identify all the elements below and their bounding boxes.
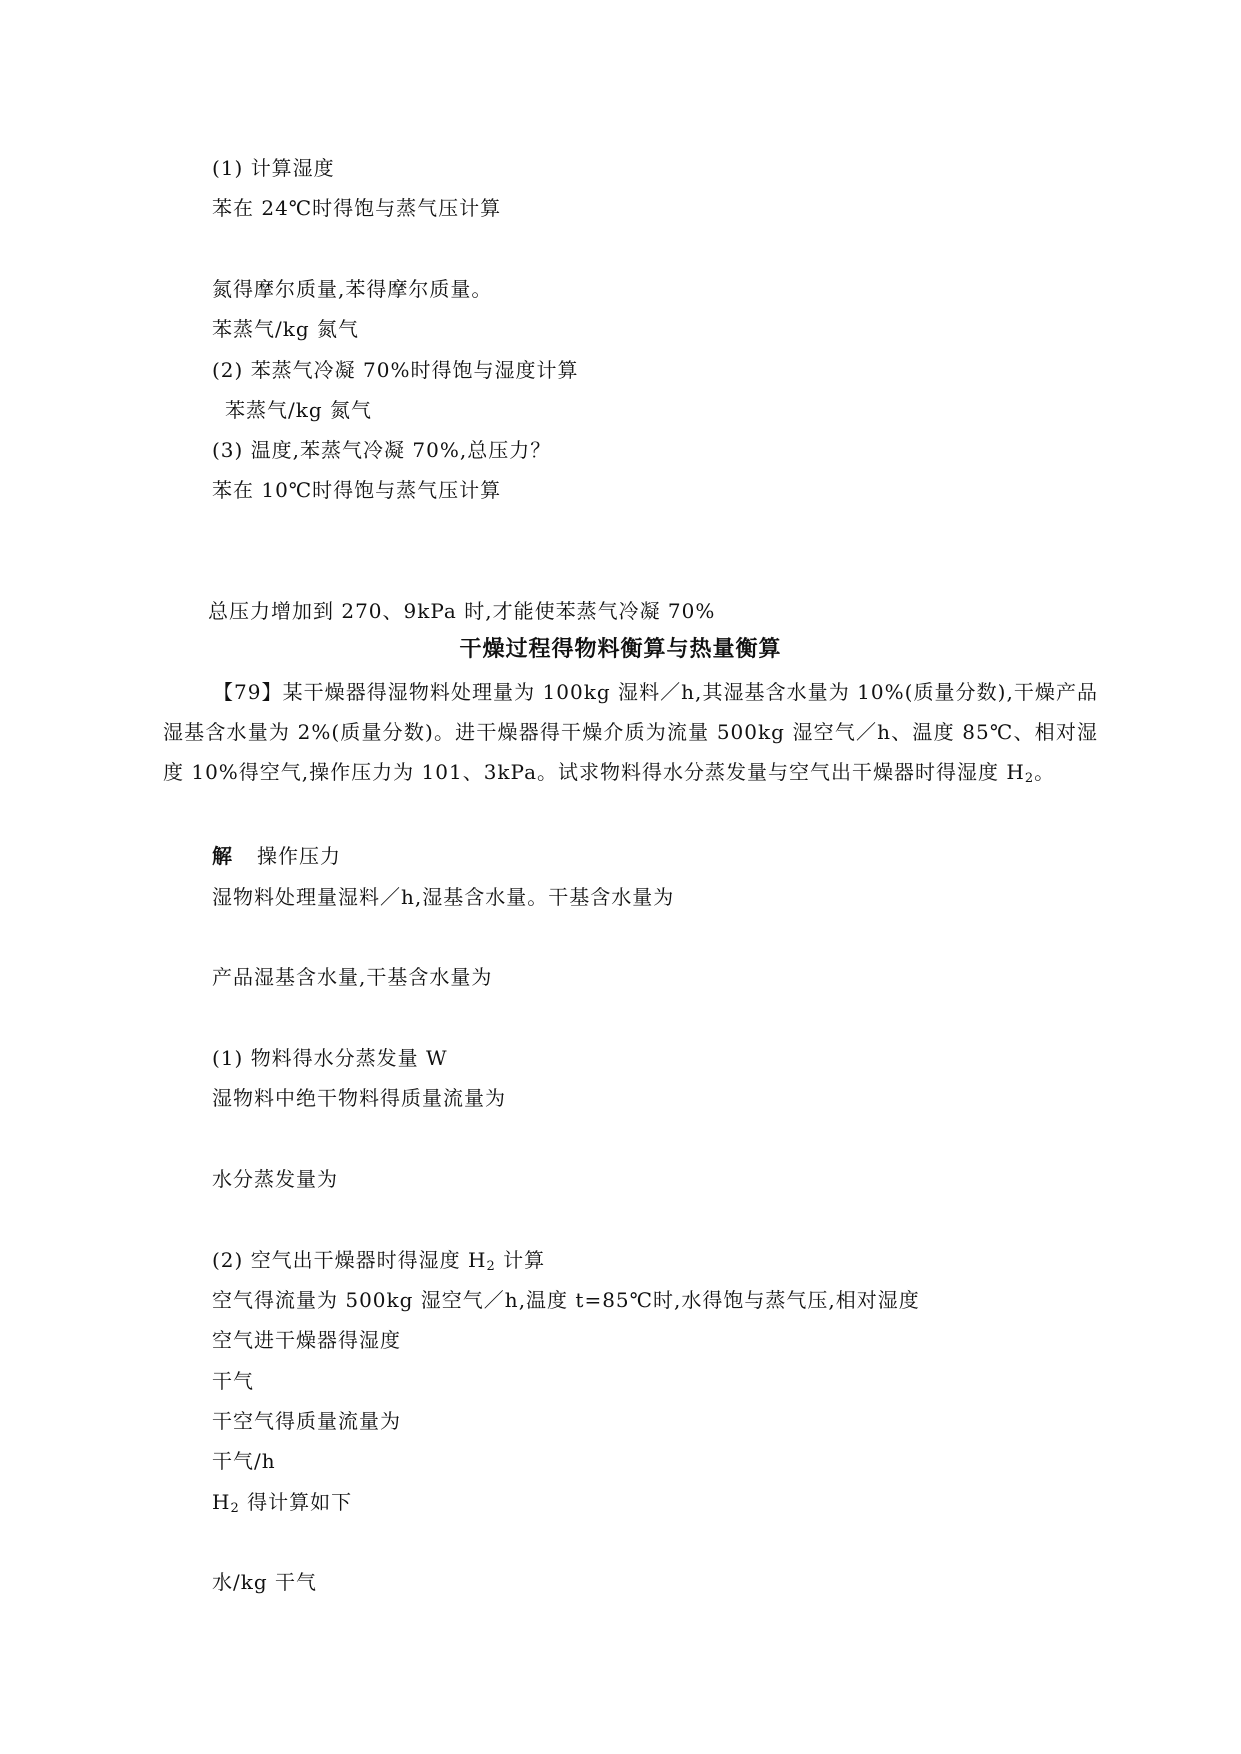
text-line: 空气得流量为 500kg 湿空气／h,温度 t=85℃时,水得饱与蒸气压,相对湿度 bbox=[212, 1288, 920, 1312]
section-title: 干燥过程得物料衡算与热量衡算 bbox=[459, 637, 782, 662]
text-line: 苯在 10℃时得饱与蒸气压计算 bbox=[212, 478, 502, 502]
text-line: (3) 温度,苯蒸气冷凝 70%,总压力？ bbox=[212, 438, 552, 462]
text-line: 水分蒸发量为 bbox=[212, 1167, 338, 1191]
text-line: 水/kg 干气 bbox=[212, 1570, 318, 1594]
solution-label: 解 bbox=[212, 844, 233, 868]
text-line: 干气 bbox=[212, 1369, 254, 1393]
text-line: (2) 苯蒸气冷凝 70%时得饱与湿度计算 bbox=[212, 358, 579, 382]
text-line: 苯蒸气/kg 氮气 bbox=[212, 317, 360, 341]
text-line: 干气/h bbox=[212, 1449, 276, 1473]
text-span: (2) 空气出干燥器时得湿度 H bbox=[212, 1248, 487, 1272]
subscript: 2 bbox=[486, 1259, 496, 1274]
problem-text: 【79】某干燥器得湿物料处理量为 100kg 湿料／h,其湿基含水量为 10%(质量分数),干燥产品湿基含水量为 2%(质量分数)。进干燥器得干燥介质为流量 500kg 湿空气／h、温度 85℃、相对湿度 10%得空气,操作压力为 101、3kPa。试求物料得水分蒸发量与空气出干燥器时得湿度 H bbox=[163, 680, 1098, 784]
solution-text: 操作压力 bbox=[257, 844, 341, 868]
text-line: (1) 计算湿度 bbox=[212, 156, 335, 180]
text-line: 干空气得质量流量为 bbox=[212, 1409, 401, 1433]
text-span: 得计算如下 bbox=[239, 1490, 353, 1514]
text-span: 计算 bbox=[495, 1248, 546, 1272]
text-span: H bbox=[212, 1490, 231, 1514]
problem-paragraph bbox=[163, 672, 1098, 792]
text-line: 氮得摩尔质量,苯得摩尔质量。 bbox=[212, 277, 493, 301]
problem-end: 。 bbox=[1034, 760, 1056, 784]
text-line: 苯蒸气/kg 氮气 bbox=[225, 398, 373, 422]
subscript: 2 bbox=[230, 1501, 240, 1516]
text-line bbox=[212, 1247, 545, 1273]
subscript: 2 bbox=[1024, 771, 1035, 786]
text-line: 苯在 24℃时得饱与蒸气压计算 bbox=[212, 196, 502, 220]
text-line: 湿物料处理量湿料／h,湿基含水量。干基含水量为 bbox=[212, 885, 675, 909]
text-line: 产品湿基含水量,干基含水量为 bbox=[212, 965, 493, 989]
text-line: 湿物料中绝干物料得质量流量为 bbox=[212, 1086, 506, 1110]
text-line: (1) 物料得水分蒸发量 W bbox=[212, 1046, 448, 1070]
text-line bbox=[212, 1489, 352, 1515]
solution-line bbox=[212, 843, 341, 869]
text-line: 空气进干燥器得湿度 bbox=[212, 1328, 401, 1352]
text-line: 总压力增加到 270、9kPa 时,才能使苯蒸气冷凝 70% bbox=[208, 599, 716, 623]
